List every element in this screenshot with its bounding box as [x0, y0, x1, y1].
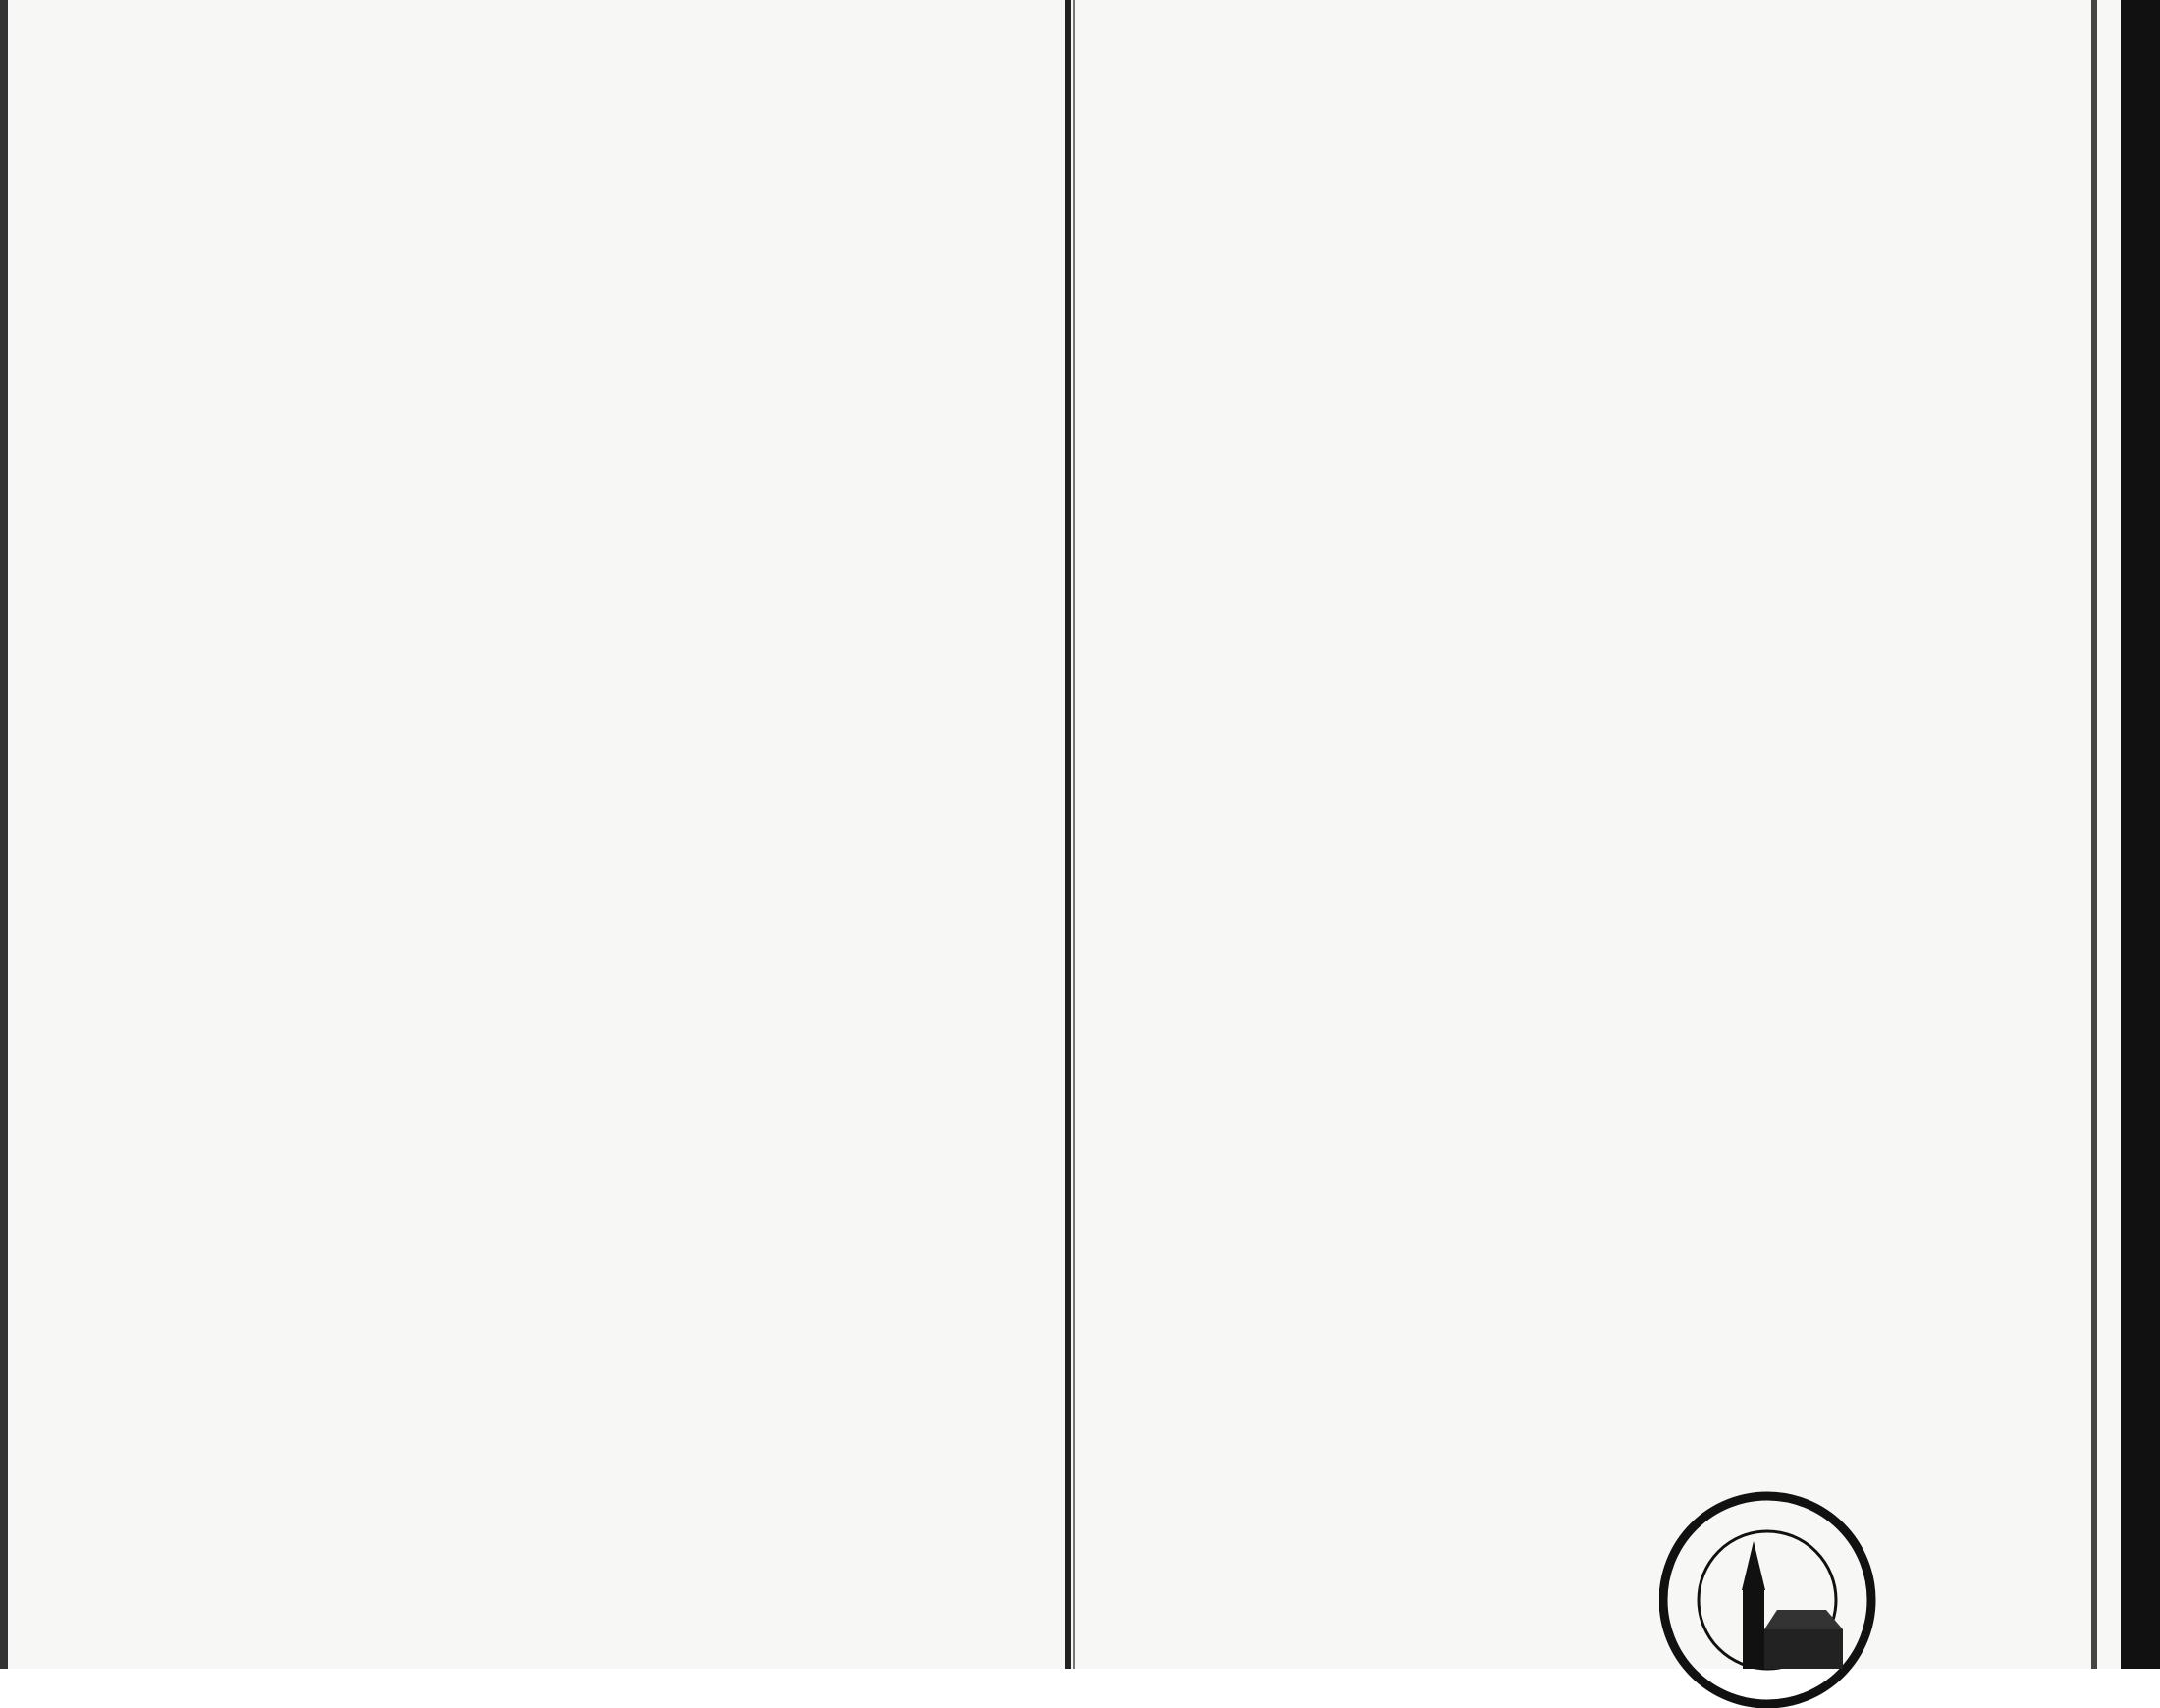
diocese-seal-stamp — [1659, 1482, 1924, 1708]
